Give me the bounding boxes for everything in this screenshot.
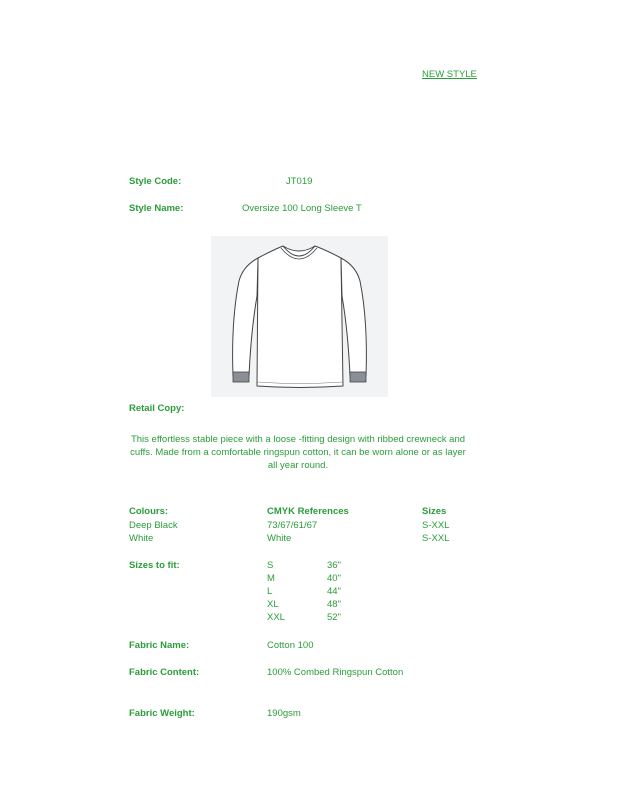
fit-size: XL <box>267 599 279 610</box>
fabric-content-value: 100% Combed Ringspun Cotton <box>267 667 404 678</box>
style-code-value: JT019 <box>286 176 313 187</box>
fit-measure: 52" <box>327 612 341 623</box>
fit-measure: 40" <box>327 573 341 584</box>
sizes-to-fit-label: Sizes to fit: <box>129 560 180 571</box>
fabric-weight-value: 190gsm <box>267 708 301 719</box>
colour-sizes: S-XXL <box>422 533 450 544</box>
colour-cmyk: White <box>267 533 292 544</box>
retail-copy-line-2: cuffs. Made from a comfortable ringspun cotton, it can be worn alone or as layer <box>130 447 466 458</box>
style-code-label: Style Code: <box>129 176 182 187</box>
fit-measure: 48" <box>327 599 341 610</box>
fabric-name-value: Cotton 100 <box>267 640 314 651</box>
fabric-content-label: Fabric Content: <box>129 667 200 678</box>
colour-cmyk: 73/67/61/67 <box>267 520 318 531</box>
new-style-link[interactable]: NEW STYLE <box>422 69 477 80</box>
fabric-weight-label: Fabric Weight: <box>129 708 195 719</box>
retail-copy-label: Retail Copy: <box>129 403 185 414</box>
fabric-name-label: Fabric Name: <box>129 640 190 651</box>
retail-copy-line-1: This effortless stable piece with a loose -fitting design with ribbed crewneck and <box>130 434 466 445</box>
fit-size: L <box>267 586 273 597</box>
fit-size: M <box>267 573 275 584</box>
style-name-value: Oversize 100 Long Sleeve T <box>242 203 362 214</box>
retail-copy-line-3: all year round. <box>267 460 329 471</box>
colours-header: Colours: <box>129 506 169 517</box>
long-sleeve-tshirt-icon <box>211 236 388 397</box>
fit-measure: 44" <box>327 586 341 597</box>
retail-copy-text <box>128 433 468 472</box>
fit-measure: 36" <box>327 560 341 571</box>
cmyk-header: CMYK References <box>267 506 349 517</box>
colour-name: Deep Black <box>129 520 178 531</box>
style-name-label: Style Name: <box>129 203 184 214</box>
colour-name: White <box>129 533 154 544</box>
fit-size: XXL <box>267 612 285 623</box>
product-image <box>211 236 388 397</box>
sizes-header: Sizes <box>422 506 447 517</box>
fit-size: S <box>267 560 274 571</box>
colour-sizes: S-XXL <box>422 520 450 531</box>
